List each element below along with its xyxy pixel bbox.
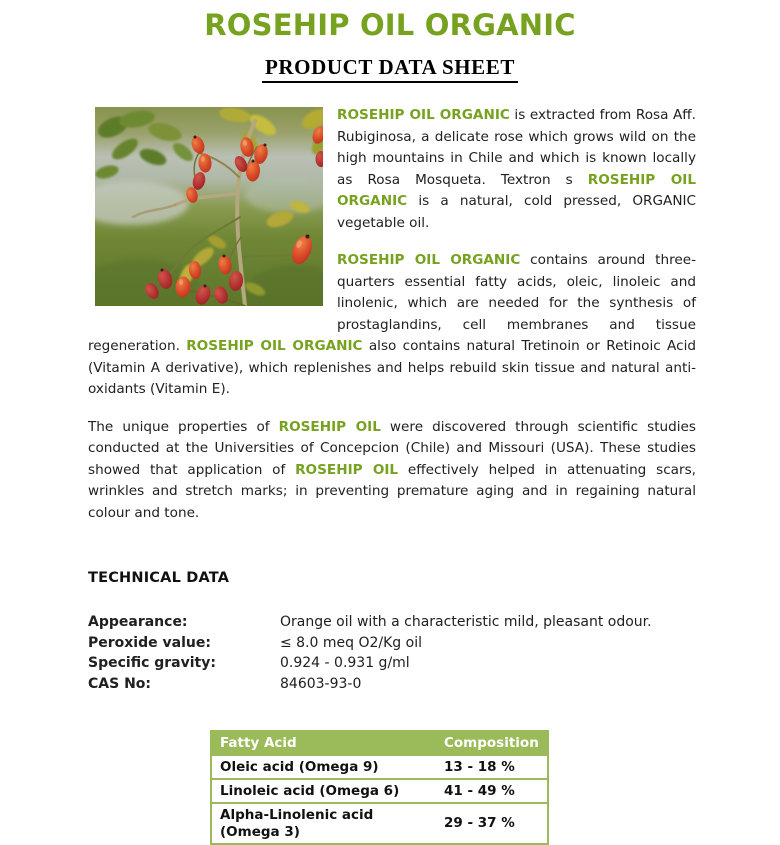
table-header-row xyxy=(212,732,547,756)
tech-value: ≤ 8.0 meq O2/Kg oil xyxy=(280,634,422,651)
tech-row-peroxide-value xyxy=(88,633,696,654)
fatty-acid-cell: Oleic acid (Omega 9) xyxy=(220,758,379,775)
paragraph-text: contains around three-quarters essential fatty acids, oleic, linoleic and linolenic, which are needed for the synthesis of prostaglandins, cell membranes and tissue regeneration. xyxy=(88,252,696,354)
tech-row-cas-no xyxy=(88,674,696,695)
tech-value: Orange oil with a characteristic mild, pleasant odour. xyxy=(280,614,652,630)
paragraph-text: is extracted from Rosa Aff. Rubiginosa, a delicate rose which grows wild on the high mountains in Chile and which is known locally as Rosa Mosqueta. Textron s xyxy=(337,107,696,188)
composition-cell: 13 - 18 % xyxy=(444,758,515,775)
paragraph-text: The unique properties of xyxy=(88,418,279,435)
technical-data-list xyxy=(88,612,696,694)
rosehip-photo xyxy=(95,107,323,306)
rosehip-photo-illustration xyxy=(95,107,323,306)
product-name-highlight: ROSEHIP OIL ORGANIC xyxy=(186,338,363,354)
technical-data-heading: TECHNICAL DATA xyxy=(88,570,230,586)
fatty-acid-column-header: Fatty Acid xyxy=(212,732,436,756)
composition-cell: 41 - 49 % xyxy=(436,778,547,802)
tech-label: Specific gravity: xyxy=(88,655,216,671)
paragraph-3 xyxy=(88,417,696,525)
paragraph-text: were discovered through scientific studies conducted at the Universities of Concepcion (Chile) and Missouri (USA). These studies showed that application of xyxy=(88,418,696,478)
tech-label: Peroxide value: xyxy=(88,634,211,651)
product-name-highlight: ROSEHIP OIL ORGANIC xyxy=(337,171,696,209)
product-name-highlight: ROSEHIP OIL ORGANIC xyxy=(337,107,510,123)
product-name-highlight: ROSEHIP OIL xyxy=(295,461,399,478)
document-body xyxy=(0,105,780,845)
product-name-highlight: ROSEHIP OIL xyxy=(278,418,381,435)
tech-value: 0.924 - 0.931 g/ml xyxy=(280,655,410,671)
composition-cell: 29 - 37 % xyxy=(436,802,547,843)
paragraph-text: effectively helped in attenuating scars, wrinkles and stretch marks; in preventing premature aging and in regaining natural colour and tone. xyxy=(88,461,697,521)
fatty-acid-table xyxy=(210,730,549,845)
paragraph-text: is a natural, cold pressed, ORGANIC vegetable oil. xyxy=(337,193,696,231)
table-row xyxy=(212,756,547,778)
composition-column-header: Composition xyxy=(436,732,547,756)
paragraph-text: also contains natural Tretinoin or Retinoic Acid (Vitamin A derivative), which replenishes and helps rebuild skin tissue and natural anti-oxidants (Vitamin E). xyxy=(88,338,696,397)
tech-label: Appearance: xyxy=(88,614,188,630)
tech-row-appearance xyxy=(88,612,696,633)
tech-label: CAS No: xyxy=(88,675,151,692)
fatty-acid-cell: Linoleic acid (Omega 6) xyxy=(212,778,436,802)
page-subtitle xyxy=(0,55,780,83)
product-data-sheet xyxy=(0,8,780,840)
fatty-acid-cell: Alpha-Linolenic acid (Omega 3) xyxy=(212,802,436,843)
table-row xyxy=(212,778,547,802)
page-subtitle-text: PRODUCT DATA SHEET xyxy=(262,55,518,83)
page-title: ROSEHIP OIL ORGANIC xyxy=(204,8,576,42)
tech-value: 84603-93-0 xyxy=(280,675,362,692)
product-name-highlight: ROSEHIP OIL ORGANIC xyxy=(337,252,521,268)
tech-row-specific-gravity xyxy=(88,653,696,674)
table-row xyxy=(212,802,547,843)
